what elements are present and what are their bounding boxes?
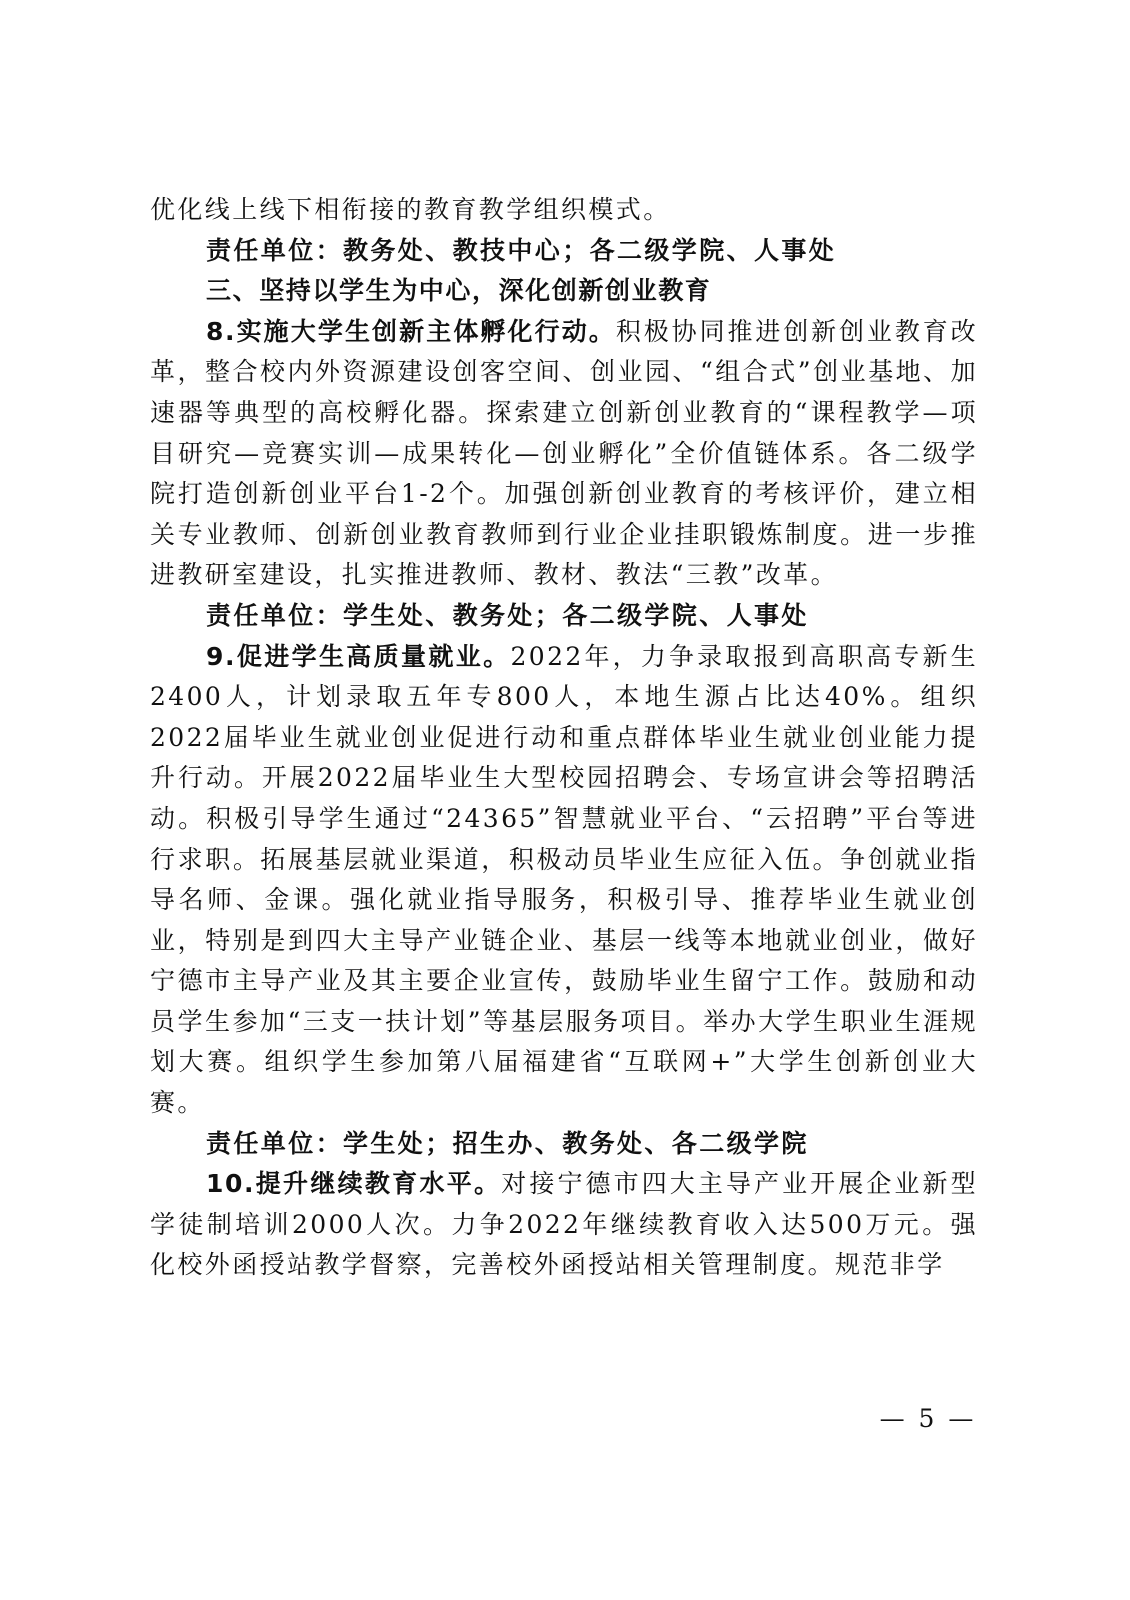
item-paragraph <box>150 312 978 596</box>
responsible-units-line <box>150 1124 978 1165</box>
item-paragraph <box>150 637 978 1124</box>
section-heading-text: 三、坚持以学生为中心，深化创新创业教育 <box>206 276 712 306</box>
item-lead: 8.实施大学生创新主体孵化行动。 <box>206 316 616 346</box>
responsible-units-text: 责任单位：教务处、教技中心；各二级学院、人事处 <box>206 235 837 265</box>
responsible-units-line <box>150 596 978 637</box>
item-lead: 10.提升继续教育水平。 <box>206 1169 502 1199</box>
item-text: 积极协同推进创新创业教育改革，整合校内外资源建设创客空间、创业园、“组合式”创业基地、加速器等典型的高校孵化器。探索建立创新创业教育的“课程教学—项目研究—竞赛实训—成果转化—创业孵化”全价值链体系。各二级学院打造创新创业平台1-2个。加强创新创业教育的考核评价，建立相关专业教师、创新创业教育教师到行业企业挂职锻炼制度。进一步推进教研室建设，扎实推进教师、教材、教法“三教”改革。 <box>150 316 979 590</box>
paragraph-text: 优化线上线下相衔接的教育教学组织模式。 <box>150 195 671 224</box>
section-heading <box>150 271 978 312</box>
responsible-units-line <box>150 231 978 272</box>
item-text: 对接宁德市四大主导产业开展企业新型学徒制培训2000人次。力争2022年继续教育收入达500万元。强化校外函授站教学督察，完善校外函授站相关管理制度。规范非学 <box>150 1169 978 1280</box>
responsible-units-text: 责任单位：学生处、教务处；各二级学院、人事处 <box>206 600 809 630</box>
item-paragraph <box>150 1164 978 1286</box>
item-text: 2022年，力争录取报到高职高专新生2400人，计划录取五年专800人，本地生源占比达40%。组织2022届毕业生就业创业促进行动和重点群体毕业生就业创业能力提升行动。开展2022届毕业生大型校园招聘会、专场宣讲会等招聘活动。积极引导学生通过“24365”智慧就业平台、“云招聘”平台等进行求职。拓展基层就业渠道，积极动员毕业生应征入伍。争创就业指导名师、金课。强化就业指导服务，积极引导、推荐毕业生就业创业，特别是到四大主导产业链企业、基层一线等本地就业创业，做好宁德市主导产业及其主要企业宣传，鼓励毕业生留宁工作。鼓励和动员学生参加“三支一扶计划”等基层服务项目。举办大学生职业生涯规划大赛。组织学生参加第八届福建省“互联网+”大学生创新创业大赛。 <box>150 641 979 1118</box>
responsible-units-text: 责任单位：学生处；招生办、教务处、各二级学院 <box>206 1128 809 1158</box>
page-number: — 5 — <box>879 1404 977 1433</box>
body-text <box>150 190 978 1286</box>
paragraph-continuation <box>150 190 978 231</box>
item-lead: 9.促进学生高质量就业。 <box>206 641 511 671</box>
